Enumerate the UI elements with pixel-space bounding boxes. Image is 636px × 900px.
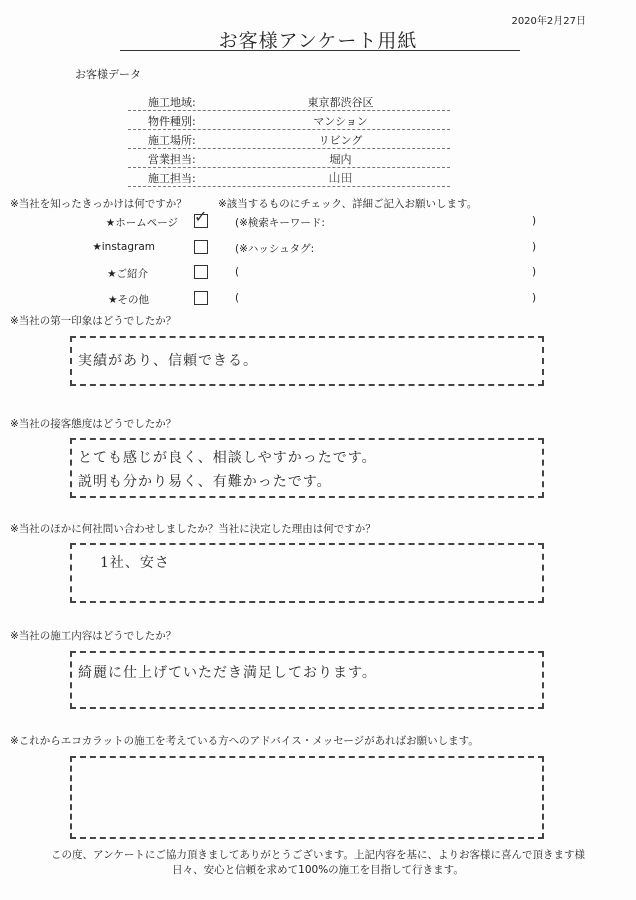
checkbox-instagram[interactable]	[194, 240, 208, 254]
source-label-referral: ★ご紹介	[107, 268, 148, 280]
footer-line-2: 日々、安心と信頼を求めて100%の施工を目指して行きます。	[172, 864, 464, 876]
source-label-other: ★その他	[108, 294, 149, 306]
info-row-property-type	[128, 110, 450, 130]
info-label: 施工担当:	[148, 172, 196, 185]
source-detail-instagram: (※ハッシュタグ:	[235, 243, 315, 255]
info-row-sales-rep	[128, 148, 450, 168]
source-detail-close: )	[532, 292, 537, 304]
checkbox-referral[interactable]	[194, 265, 208, 279]
answer-text: 綺麗に仕上げていただき満足しております。	[78, 665, 377, 681]
page-title: お客様アンケート用紙	[218, 30, 418, 52]
source-label-instagram: ★instagram	[92, 241, 155, 253]
answer-box-first-impression[interactable]	[70, 336, 544, 386]
source-detail-close: )	[532, 215, 537, 227]
question-installation-quality: ※当社の施工内容はどうでしたか？	[10, 630, 177, 642]
source-label-homepage: ★ホームページ	[105, 217, 178, 229]
source-detail-close: )	[532, 241, 537, 253]
info-value: マンション	[313, 115, 368, 128]
footer-line-1: この度、アンケートにご協力頂きましてありがとうございます。上記内容を基に、よりお客様に喜んで頂きます様	[50, 849, 586, 861]
answer-text: 実績があり、信頼できる。	[78, 353, 258, 369]
info-label: 施工地域:	[148, 96, 196, 109]
info-row-location	[128, 129, 450, 149]
survey-date: 2020年2月27日	[511, 16, 586, 27]
info-row-area	[128, 91, 450, 111]
source-detail-homepage: (※検索キーワード:	[235, 217, 325, 229]
title-underline	[120, 50, 520, 51]
answer-box-service-attitude[interactable]	[70, 438, 544, 498]
info-label: 施工場所:	[148, 134, 196, 147]
source-detail-close: )	[532, 266, 537, 278]
question-how-found: ※当社を知ったきっかけは何ですか？	[10, 198, 187, 210]
info-value: 東京都渋谷区	[307, 96, 374, 109]
info-row-installer	[128, 167, 450, 187]
question-service-attitude: ※当社の接客態度はどうでしたか？	[10, 418, 177, 430]
question-advice-message: ※これからエコカラットの施工を考えている方へのアドバイス・メッセージがあればお願いします。	[10, 735, 479, 747]
question-first-impression: ※当社の第一印象はどうでしたか？	[10, 315, 177, 327]
info-value: リビング	[318, 134, 363, 147]
source-detail-other: (	[235, 292, 240, 304]
info-label: 物件種別:	[148, 115, 196, 128]
source-detail-referral: (	[235, 266, 240, 278]
info-label: 営業担当:	[148, 153, 196, 166]
question-other-companies: ※当社のほかに何社問い合わせしましたか？当社に決定した理由は何ですか？	[10, 523, 376, 535]
check-mark-icon: ✓	[194, 207, 208, 226]
info-value: 堀内	[329, 153, 352, 166]
answer-text-line-1: とても感じが良く、相談しやすかったです。	[78, 450, 377, 466]
answer-box-advice-message[interactable]	[70, 756, 544, 839]
checkbox-other[interactable]	[194, 291, 208, 305]
info-value-handwritten: 山田	[328, 171, 353, 185]
answer-text-line-2: 説明も分かり易く、有難かったです。	[78, 474, 332, 490]
answer-box-other-companies[interactable]	[70, 543, 544, 603]
answer-text: 1社、安さ	[100, 555, 170, 571]
question-how-found-note: ※該当するものにチェック、詳細ご記入お願いします。	[218, 198, 478, 210]
customer-data-heading: お客様データ	[75, 68, 141, 81]
answer-box-installation-quality[interactable]	[70, 651, 544, 709]
